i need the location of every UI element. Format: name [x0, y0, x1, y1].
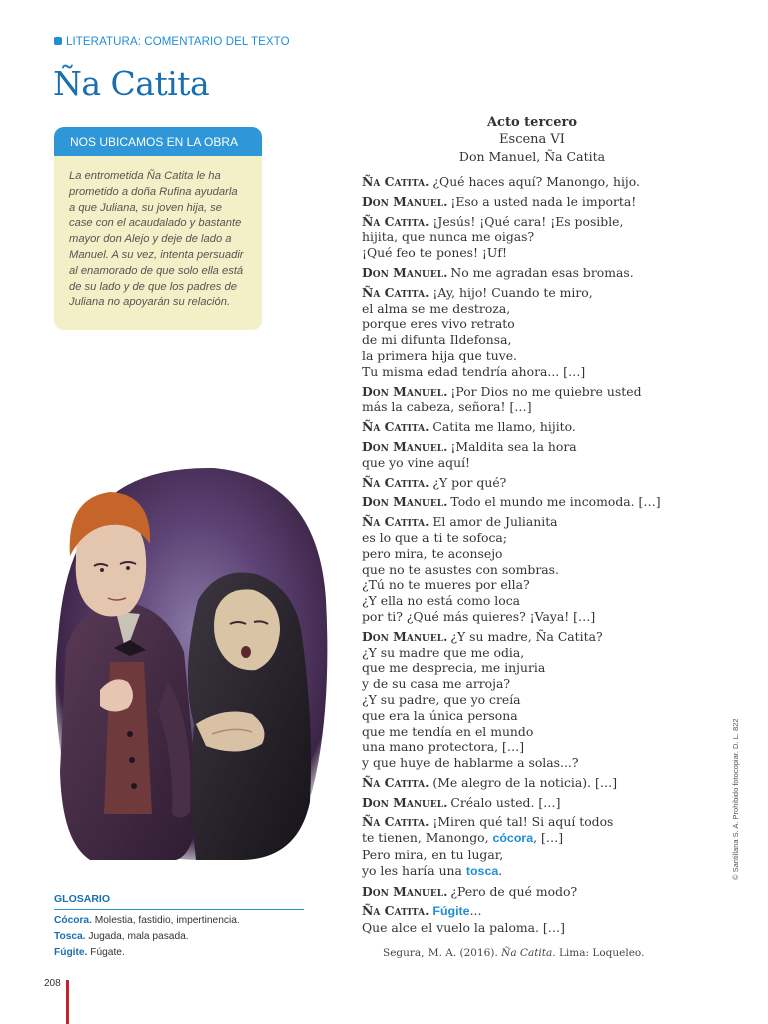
speech: [362, 285, 702, 380]
verse-text: Todo el mundo me incomoda. […]: [450, 494, 661, 510]
context-line: case con el acaudalado y bastante: [69, 217, 242, 230]
context-line: al enamorado de que solo ella está: [69, 264, 244, 277]
verse-line: [362, 475, 702, 491]
verse-line: [362, 285, 702, 301]
verse-text: Que alce el vuelo la paloma. […]: [362, 920, 565, 936]
verse-text: ¿Qué haces aquí? Manongo, hijo.: [432, 174, 640, 189]
verse-text: te tienen, Manongo,: [362, 830, 493, 846]
speech: [362, 884, 702, 900]
context-line: La entrometida Ña Catita le ha: [69, 170, 221, 182]
verse-line: [362, 399, 702, 415]
act-title: Acto tercero: [486, 115, 578, 130]
verse-line: [362, 546, 702, 562]
glossary-word-link[interactable]: tosca: [465, 863, 499, 878]
speech: [362, 795, 702, 811]
context-line: de su lado y de que los padres de: [69, 280, 237, 293]
verse-text: la primera hija que tuve.: [362, 347, 517, 363]
context-line: a que Juliana, su joven hija, se: [69, 201, 222, 214]
verse-line: [362, 301, 702, 317]
verse-line: [362, 229, 702, 245]
verse-line: [362, 439, 702, 455]
verse-line: [362, 245, 702, 261]
verse-line: [362, 265, 702, 281]
speaker-name: Ña Catita.: [362, 174, 430, 189]
verse-line: [362, 660, 702, 676]
glossary-definition: Fúgate.: [90, 947, 125, 958]
verse-text: El amor de Julianita: [432, 514, 558, 530]
verse-line: [362, 645, 702, 661]
verse-text: pero mira, te aconsejo: [362, 545, 503, 561]
verse-line: [362, 214, 702, 230]
speech: [362, 174, 702, 190]
glossary-term: Fúgite.: [54, 947, 88, 958]
page-number: 208: [44, 978, 61, 989]
speaker-name: Don Manuel.: [362, 794, 448, 810]
speaker-name: Don Manuel.: [362, 494, 448, 510]
verse-text: más la cabeza, señora! […]: [362, 399, 532, 415]
glossary-definition: Molestia, fastidio, impertinencia.: [94, 915, 240, 926]
verse-text: es lo que a ti te sofoca;: [362, 529, 507, 545]
citation: [383, 947, 644, 959]
verse-text: y que huye de hablarme a solas...?: [362, 755, 579, 771]
speech: [362, 384, 702, 416]
page-title: Ña Catita: [53, 64, 210, 103]
verse-line: [362, 194, 702, 210]
verse-line: [362, 755, 702, 771]
verse-line: [362, 676, 702, 692]
speech: [362, 214, 702, 261]
speaker-name: Don Manuel.: [362, 438, 448, 454]
verse-text: ¡Por Dios no me quiebre usted: [450, 383, 642, 399]
verse-text: que me desprecia, me injuria: [362, 660, 546, 676]
verse-text: ¿Y su padre, que yo creía: [362, 691, 521, 707]
verse-text: Tu misma edad tendría ahora... […]: [362, 363, 586, 379]
verse-line: [362, 739, 702, 755]
verse-text: hijita, que nunca me oigas?: [362, 229, 535, 245]
verse-text: ¿Pero de qué modo?: [450, 883, 578, 899]
verse-line: [362, 795, 702, 811]
verse-line: [362, 419, 702, 435]
context-line: prometido a doña Rufina ayudarla: [69, 185, 238, 198]
verse-text: ¿Y ella no está como loca: [362, 593, 521, 609]
verse-line: [362, 174, 702, 190]
verse-text: Créalo usted. […]: [450, 794, 561, 810]
context-line: Juliana no apoyarán su relación.: [69, 296, 231, 309]
speech: [362, 514, 702, 625]
verse-text: ¡Maldita sea la hora: [450, 438, 577, 454]
verse-line: [362, 348, 702, 364]
verse-text: ¡Qué feo te pones! ¡Uf!: [362, 245, 507, 261]
verse-text: ¿Y por qué?: [432, 474, 507, 490]
verse-line: [362, 903, 702, 920]
verse-line: [362, 562, 702, 578]
speaker-name: Ña Catita.: [362, 419, 430, 435]
speech: [362, 439, 702, 471]
verse-line: [362, 920, 702, 936]
verse-text: .: [498, 862, 503, 878]
speaker-name: Ña Catita.: [362, 213, 430, 229]
verse-text: ¡Jesús! ¡Qué cara! ¡Es posible,: [432, 213, 624, 229]
verse-line: [362, 775, 702, 791]
speech: [362, 903, 702, 936]
glossary-word-link[interactable]: Fúgite: [432, 904, 470, 919]
verse-line: [362, 863, 702, 880]
speaker-name: Ña Catita.: [362, 814, 430, 830]
verse-text: , […]: [533, 830, 564, 846]
verse-line: [362, 629, 702, 645]
section-label: [54, 36, 290, 48]
verse-line: [362, 364, 702, 380]
speech: [362, 419, 702, 435]
speech: [362, 194, 702, 210]
section-marker-icon: [54, 37, 62, 45]
verse-line: [362, 332, 702, 348]
speaker-name: Don Manuel.: [362, 264, 448, 280]
glossary-term: Cócora.: [54, 915, 92, 926]
verse-text: (Me alegro de la noticia). […]: [432, 774, 618, 790]
citation-author: Segura, M. A. (2016).: [383, 947, 502, 959]
verse-text: porque eres vivo retrato: [362, 316, 515, 332]
verse-text: que yo vine aquí!: [362, 454, 471, 470]
context-line: Manuel. A su vez, intenta persuadir: [69, 248, 244, 261]
glossary-word-link[interactable]: cócora: [492, 831, 534, 846]
page-number-bar: [66, 980, 69, 1024]
glossary-title: GLOSARIO: [54, 893, 304, 910]
dialogue: [362, 174, 702, 940]
speaker-name: Ña Catita.: [362, 284, 430, 300]
verse-line: [362, 708, 702, 724]
glossary-entry: [54, 915, 304, 926]
verse-line: [362, 384, 702, 400]
verse-line: [362, 609, 702, 625]
verse-line: [362, 884, 702, 900]
speech: [362, 775, 702, 791]
speech: [362, 494, 702, 510]
speaker-name: Ña Catita.: [362, 903, 430, 919]
verse-line: [362, 724, 702, 740]
verse-text: una mano protectora, […]: [362, 739, 525, 755]
glossary-term: Tosca.: [54, 931, 86, 942]
speech: [362, 629, 702, 771]
citation-title: Ña Catita: [501, 947, 553, 959]
speaker-name: Ña Catita.: [362, 514, 430, 530]
verse-line: [362, 455, 702, 471]
context-box-heading: NOS UBICAMOS EN LA OBRA: [54, 127, 262, 156]
speaker-name: Ña Catita.: [362, 774, 430, 790]
verse-text: Pero mira, en tu lugar,: [362, 847, 504, 863]
verse-text: ¡Eso a usted nada le importa!: [450, 193, 637, 209]
glossary-entry: [54, 947, 304, 958]
verse-text: de mi difunta Ildefonsa,: [362, 332, 512, 348]
verse-text: yo les haría una: [362, 862, 466, 878]
verse-line: [362, 514, 702, 530]
speaker-name: Ña Catita.: [362, 474, 430, 490]
verse-text: ¡Ay, hijo! Cuando te miro,: [432, 284, 593, 300]
scene-characters: Don Manuel, Ña Catita: [458, 149, 606, 164]
context-box-body: [54, 156, 262, 311]
verse-text: que era la única persona: [362, 707, 518, 723]
glossary-list: [54, 915, 304, 958]
verse-text: ¿Tú no te mueres por ella?: [362, 577, 530, 593]
verse-text: No me agradan esas bromas.: [450, 264, 634, 280]
verse-line: [362, 577, 702, 593]
verse-text: que no te asustes con sombras.: [362, 561, 559, 577]
verse-line: [362, 530, 702, 546]
glossary-definition: Jugada, mala pasada.: [88, 931, 189, 942]
verse-text: ¿Y su madre que me odia,: [362, 644, 525, 660]
glossary: [54, 893, 304, 958]
section-label-text: LITERATURA: COMENTARIO DEL TEXTO: [66, 36, 290, 48]
speech: [362, 265, 702, 281]
verse-text: ...: [469, 903, 482, 919]
verse-line: [362, 316, 702, 332]
verse-text: Catita me llamo, hijito.: [432, 419, 576, 435]
scene-heading: [362, 114, 702, 166]
illustration: [48, 462, 332, 862]
verse-line: [362, 847, 702, 863]
scene-title: Escena VI: [499, 132, 565, 147]
speaker-name: Don Manuel.: [362, 628, 448, 644]
speech: [362, 475, 702, 491]
copyright-notice: © Santillana S. A. Prohibido fotocopiar. D. L. 822: [731, 718, 740, 880]
verse-line: [362, 494, 702, 510]
verse-text: que me tendía en el mundo: [362, 723, 534, 739]
context-line: mayor don Alejo y deje de lado a: [69, 233, 232, 246]
verse-text: ¡Miren qué tal! Si aquí todos: [432, 814, 614, 830]
verse-text: el alma se me destroza,: [362, 300, 511, 316]
verse-text: y de su casa me arroja?: [362, 676, 511, 692]
verse-line: [362, 692, 702, 708]
speaker-name: Don Manuel.: [362, 883, 448, 899]
citation-publisher: . Lima: Loqueleo.: [552, 947, 645, 959]
glossary-entry: [54, 931, 304, 942]
verse-line: [362, 830, 702, 847]
verse-text: ¿Y su madre, Ña Catita?: [450, 628, 603, 644]
speaker-name: Don Manuel.: [362, 193, 448, 209]
speech: [362, 814, 702, 879]
verse-line: [362, 593, 702, 609]
context-box: [54, 127, 262, 330]
old-woman-figure: [188, 572, 311, 860]
speaker-name: Don Manuel.: [362, 383, 448, 399]
verse-line: [362, 814, 702, 830]
verse-text: por ti? ¿Qué más quieres? ¡Vaya! […]: [362, 608, 596, 624]
